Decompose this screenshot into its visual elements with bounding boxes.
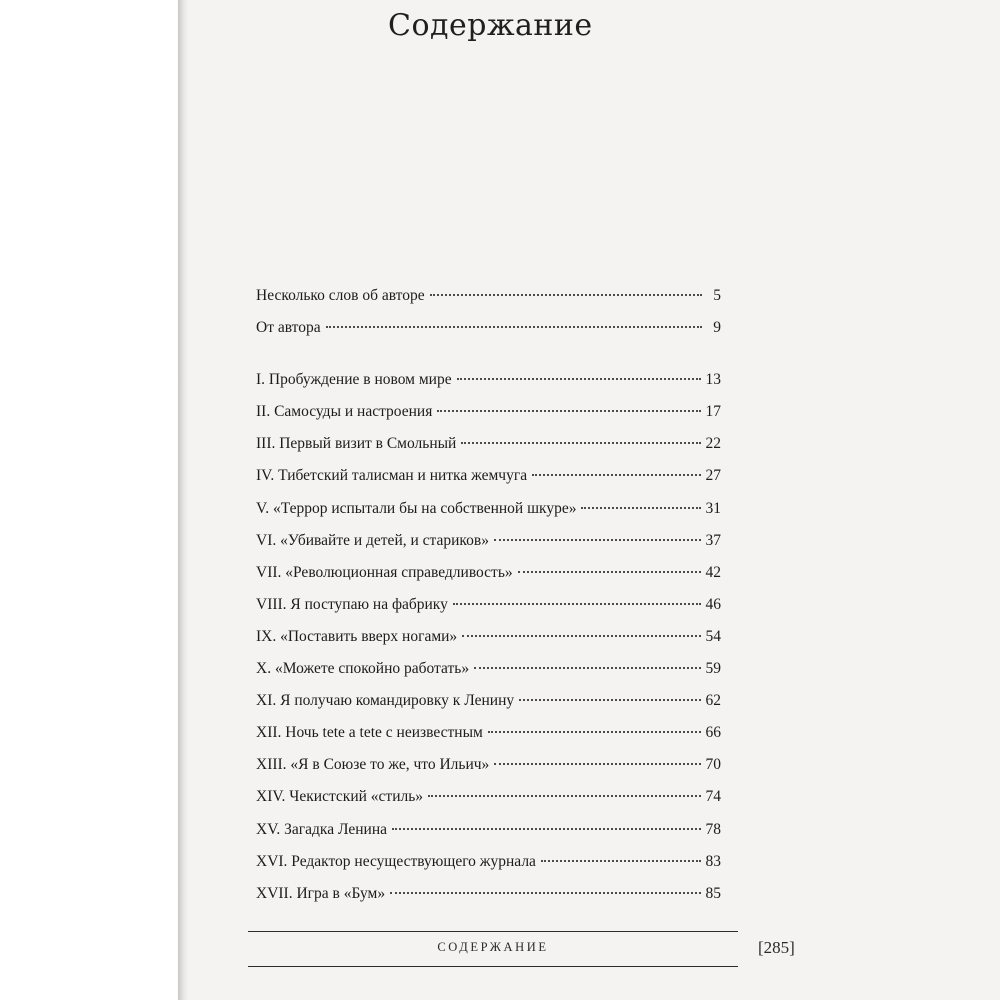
toc-entry-title: XIV. Чекистский «стиль» — [256, 788, 424, 806]
toc-entry-page: 66 — [705, 724, 721, 742]
toc-entry-page: 31 — [705, 499, 721, 517]
toc-entry — [256, 432, 721, 464]
toc-entry — [256, 593, 721, 625]
dot-leader — [474, 667, 700, 669]
toc-entry-page: 70 — [705, 756, 721, 774]
dot-leader — [457, 378, 701, 380]
toc-entry-page: 54 — [705, 627, 721, 645]
toc-entry — [256, 753, 721, 785]
toc-entry-page: 5 — [713, 287, 721, 304]
dot-leader — [581, 507, 700, 509]
page-title: Содержание — [388, 8, 593, 43]
toc-entry-page: 74 — [705, 788, 721, 806]
dot-leader — [428, 795, 700, 797]
dot-leader — [494, 539, 701, 541]
toc-entry-page: 62 — [705, 692, 721, 710]
toc-entry-title: X. «Можете спокойно работать» — [256, 660, 470, 678]
dot-leader — [430, 294, 702, 296]
toc-entry-title: XII. Ночь tete a tete с неизвестным — [256, 724, 483, 742]
toc-entry-page: 9 — [713, 319, 721, 337]
toc-entry-title: XV. Загадка Ленина — [256, 820, 388, 838]
spine-shadow — [178, 0, 188, 1000]
toc-entry — [256, 497, 721, 529]
dot-leader — [494, 763, 700, 765]
toc-entry — [256, 689, 721, 721]
toc-entry — [256, 464, 721, 496]
toc-entry — [256, 284, 721, 316]
toc-entry — [256, 882, 721, 914]
toc-entry-page: 59 — [705, 660, 721, 678]
dot-leader — [461, 442, 700, 444]
toc-entry-page: 22 — [705, 435, 721, 453]
toc-entry-title: Несколько слов об авторе — [256, 287, 425, 304]
toc-entry-page: 13 — [705, 371, 721, 389]
dot-leader — [541, 860, 701, 862]
toc-entry — [256, 625, 721, 657]
toc-entry-page: 85 — [705, 884, 721, 902]
toc-entry — [256, 529, 721, 561]
toc-entry — [256, 657, 721, 689]
dot-leader — [392, 828, 700, 830]
dot-leader — [518, 571, 701, 573]
running-head: СОДЕРЖАНИЕ — [437, 940, 549, 954]
toc-entry-page: 17 — [705, 403, 721, 421]
toc-entry-title: XVII. Игра в «Бум» — [256, 884, 386, 902]
toc-entry-title: XIII. «Я в Союзе то же, что Ильич» — [256, 756, 490, 774]
dot-leader — [532, 474, 700, 476]
toc-entry — [256, 785, 721, 817]
toc-entry-title: От автора — [256, 319, 321, 337]
toc-entry-page: 46 — [705, 595, 721, 613]
toc-entry-page: 83 — [705, 852, 721, 870]
dot-leader — [519, 699, 700, 701]
dot-leader — [437, 410, 700, 412]
toc-entry — [256, 850, 721, 882]
toc-entry-title: II. Самосуды и настроения — [256, 403, 433, 421]
dot-leader — [390, 892, 700, 894]
left-margin — [0, 0, 178, 1000]
toc-entry — [256, 818, 721, 850]
table-of-contents — [256, 284, 721, 914]
toc-entry — [256, 368, 721, 400]
toc-entry-title: VII. «Революционная справедливость» — [256, 563, 513, 581]
toc-entry — [256, 561, 721, 593]
toc-entry-page: 27 — [705, 467, 721, 485]
footer-rule-top — [248, 931, 738, 932]
toc-entry-title: VIII. Я поступаю на фабрику — [256, 595, 448, 613]
toc-entry-title: XI. Я получаю командировку к Ленину — [256, 692, 515, 710]
toc-entry-title: III. Первый визит в Смольный — [256, 435, 457, 453]
footer-rule-bottom — [248, 966, 738, 967]
toc-entry — [256, 721, 721, 753]
dot-leader — [488, 731, 701, 733]
toc-entry-page: 42 — [705, 563, 721, 581]
toc-entry-title: VI. «Убивайте и детей, и стариков» — [256, 531, 489, 549]
toc-entry — [256, 400, 721, 432]
toc-entry-title: XVI. Редактор несуществующего журнала — [256, 852, 536, 870]
toc-entry — [256, 316, 721, 348]
dot-leader — [462, 635, 700, 637]
toc-entry-page: 37 — [705, 531, 721, 549]
toc-entry-title: V. «Террор испытали бы на собственной шкуре» — [256, 499, 577, 517]
dot-leader — [453, 603, 701, 605]
dot-leader — [326, 326, 702, 328]
toc-entry-page: 78 — [705, 820, 721, 838]
toc-entry-title: IV. Тибетский талисман и нитка жемчуга — [256, 467, 528, 485]
toc-entry-title: IX. «Поставить вверх ногами» — [256, 627, 458, 645]
page-number: [285] — [758, 938, 795, 957]
toc-entry-title: I. Пробуждение в новом мире — [256, 371, 452, 389]
